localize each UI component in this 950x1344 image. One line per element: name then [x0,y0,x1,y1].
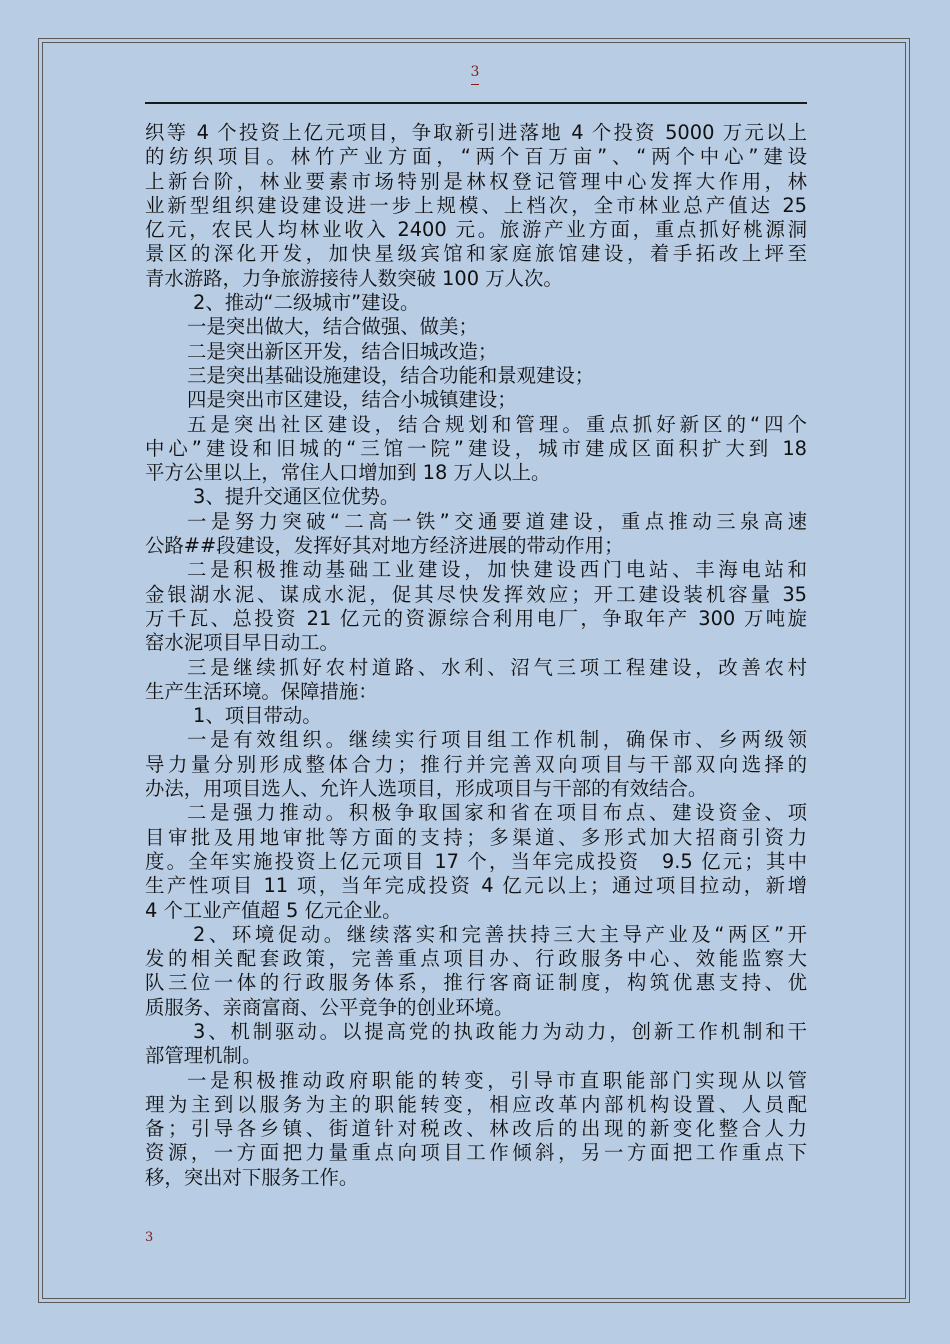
text-line: 万千瓦、总投资 21 亿元的资源综合利用电厂，争取年产 300 万吨旋 [145,606,807,630]
text-line: 质服务、亲商富商、公平竞争的创业环境。 [145,995,514,1019]
text-line: 的纺织项目。林竹产业方面，“两个百万亩”、“两个中心”建设 [145,145,807,169]
text-line: 一是努力突破“二高一铁”交通要道建设，重点推动三泉高速 [187,509,807,533]
text-line: 一是突出做大，结合做强、做美； [187,315,478,339]
header-divider [145,102,807,104]
text-line: 景区的深化开发，加快星级宾馆和家庭旅馆建设，着手拓改上坪至 [145,242,807,266]
text-line: 亿元，农民人均林业收入 2400 元。旅游产业方面，重点抓好桃源洞 [145,218,807,242]
text-line: 三是突出基础设施建设，结合功能和景观建设； [187,363,595,387]
text-line: 队三位一体的行政服务体系，推行客商证制度，构筑优惠支持、优 [145,971,807,995]
text-line: 度。全年实施投资上亿元项目 17 个，当年完成投资 9.5 亿元；其中 [145,849,807,873]
header-page-number: 3 [470,64,480,80]
text-line: 五是突出社区建设，结合规划和管理。重点抓好新区的“四个 [187,412,807,436]
text-line: 理为主到以服务为主的职能转变，相应改革内部机构设置、人员配 [145,1092,807,1116]
text-line: 四是突出市区建设，结合小城镇建设； [187,388,517,412]
text-line: 2、推动“二级城市”建设。 [193,291,420,315]
text-line: 导力量分别形成整体合力；推行并完善双向项目与干部双向选择的 [145,752,807,776]
text-line: 办法，用项目选人、允许人选项目，形成项目与干部的有效结合。 [145,777,708,801]
text-line: 二是突出新区开发，结合旧城改造； [187,339,498,363]
text-line: 二是强力推动。积极争取国家和省在项目布点、建设资金、项 [187,801,807,825]
text-line: 移，突出对下服务工作。 [145,1165,359,1189]
text-line: 平方公里以上，常住人口增加到 18 万人以上。 [145,461,551,485]
text-line: 金银湖水泥、谋成水泥，促其尽快发挥效应；开工建设装机容量 35 [145,582,807,606]
footer-page-number: 3 [145,1230,154,1245]
text-line: 生产性项目 11 项，当年完成投资 4 亿元以上；通过项目拉动，新增 [145,874,807,898]
text-line: 业新型组织建设建设进一步上规模、上档次，全市林业总产值达 25 [145,193,807,217]
text-line: 部管理机制。 [145,1044,262,1068]
text-line: 织等 4 个投资上亿元项目，争取新引进落地 4 个投资 5000 万元以上 [145,121,807,144]
text-line: 上新台阶，林业要素市场特别是林权登记管理中心发挥大作用，林 [145,169,807,193]
text-line: 目审批及用地审批等方面的支持；多渠道、多形式加大招商引资力 [145,825,807,849]
text-line: 一是积极推动政府职能的转变，引导市直职能部门实现从以管 [187,1068,807,1092]
text-line: 三是继续抓好农村道路、水利、沼气三项工程建设，改善农村 [187,655,807,679]
text-line: 资源，一方面把力量重点向项目工作倾斜，另一方面把工作重点下 [145,1141,807,1165]
text-line: 3、机制驱动。以提高党的执政能力为动力，创新工作机制和干 [193,1019,807,1043]
text-line: 二是积极推动基础工业建设，加快建设西门电站、丰海电站和 [187,558,807,582]
text-line: 公路##段建设，发挥好其对地方经济进展的带动作用； [145,534,624,558]
text-line: 青水游路，力争旅游接待人数突破 100 万人次。 [145,266,563,290]
text-line: 4 个工业产值超 5 亿元企业。 [145,898,402,922]
text-line: 窑水泥项目早日动工。 [145,631,339,655]
text-line: 一是有效组织。继续实行项目组工作机制，确保市、乡两级领 [187,728,807,752]
text-line: 2、环境促动。继续落实和完善扶持三大主导产业及“两区”开 [193,922,807,946]
text-line: 备；引导各乡镇、街道针对税改、林改后的出现的新变化整合人力 [145,1117,807,1141]
text-line: 中心”建设和旧城的“三馆一院”建设，城市建成区面积扩大到 18 [145,436,807,460]
document-body [145,121,807,1190]
text-line: 1、项目带动。 [193,704,322,728]
text-line: 生产生活环境。保障措施： [145,679,378,703]
header-page-number-underline [471,84,479,85]
text-line: 发的相关配套政策，完善重点项目办、行政服务中心、效能监察大 [145,947,807,971]
text-line: 3、提升交通区位优势。 [193,485,400,509]
